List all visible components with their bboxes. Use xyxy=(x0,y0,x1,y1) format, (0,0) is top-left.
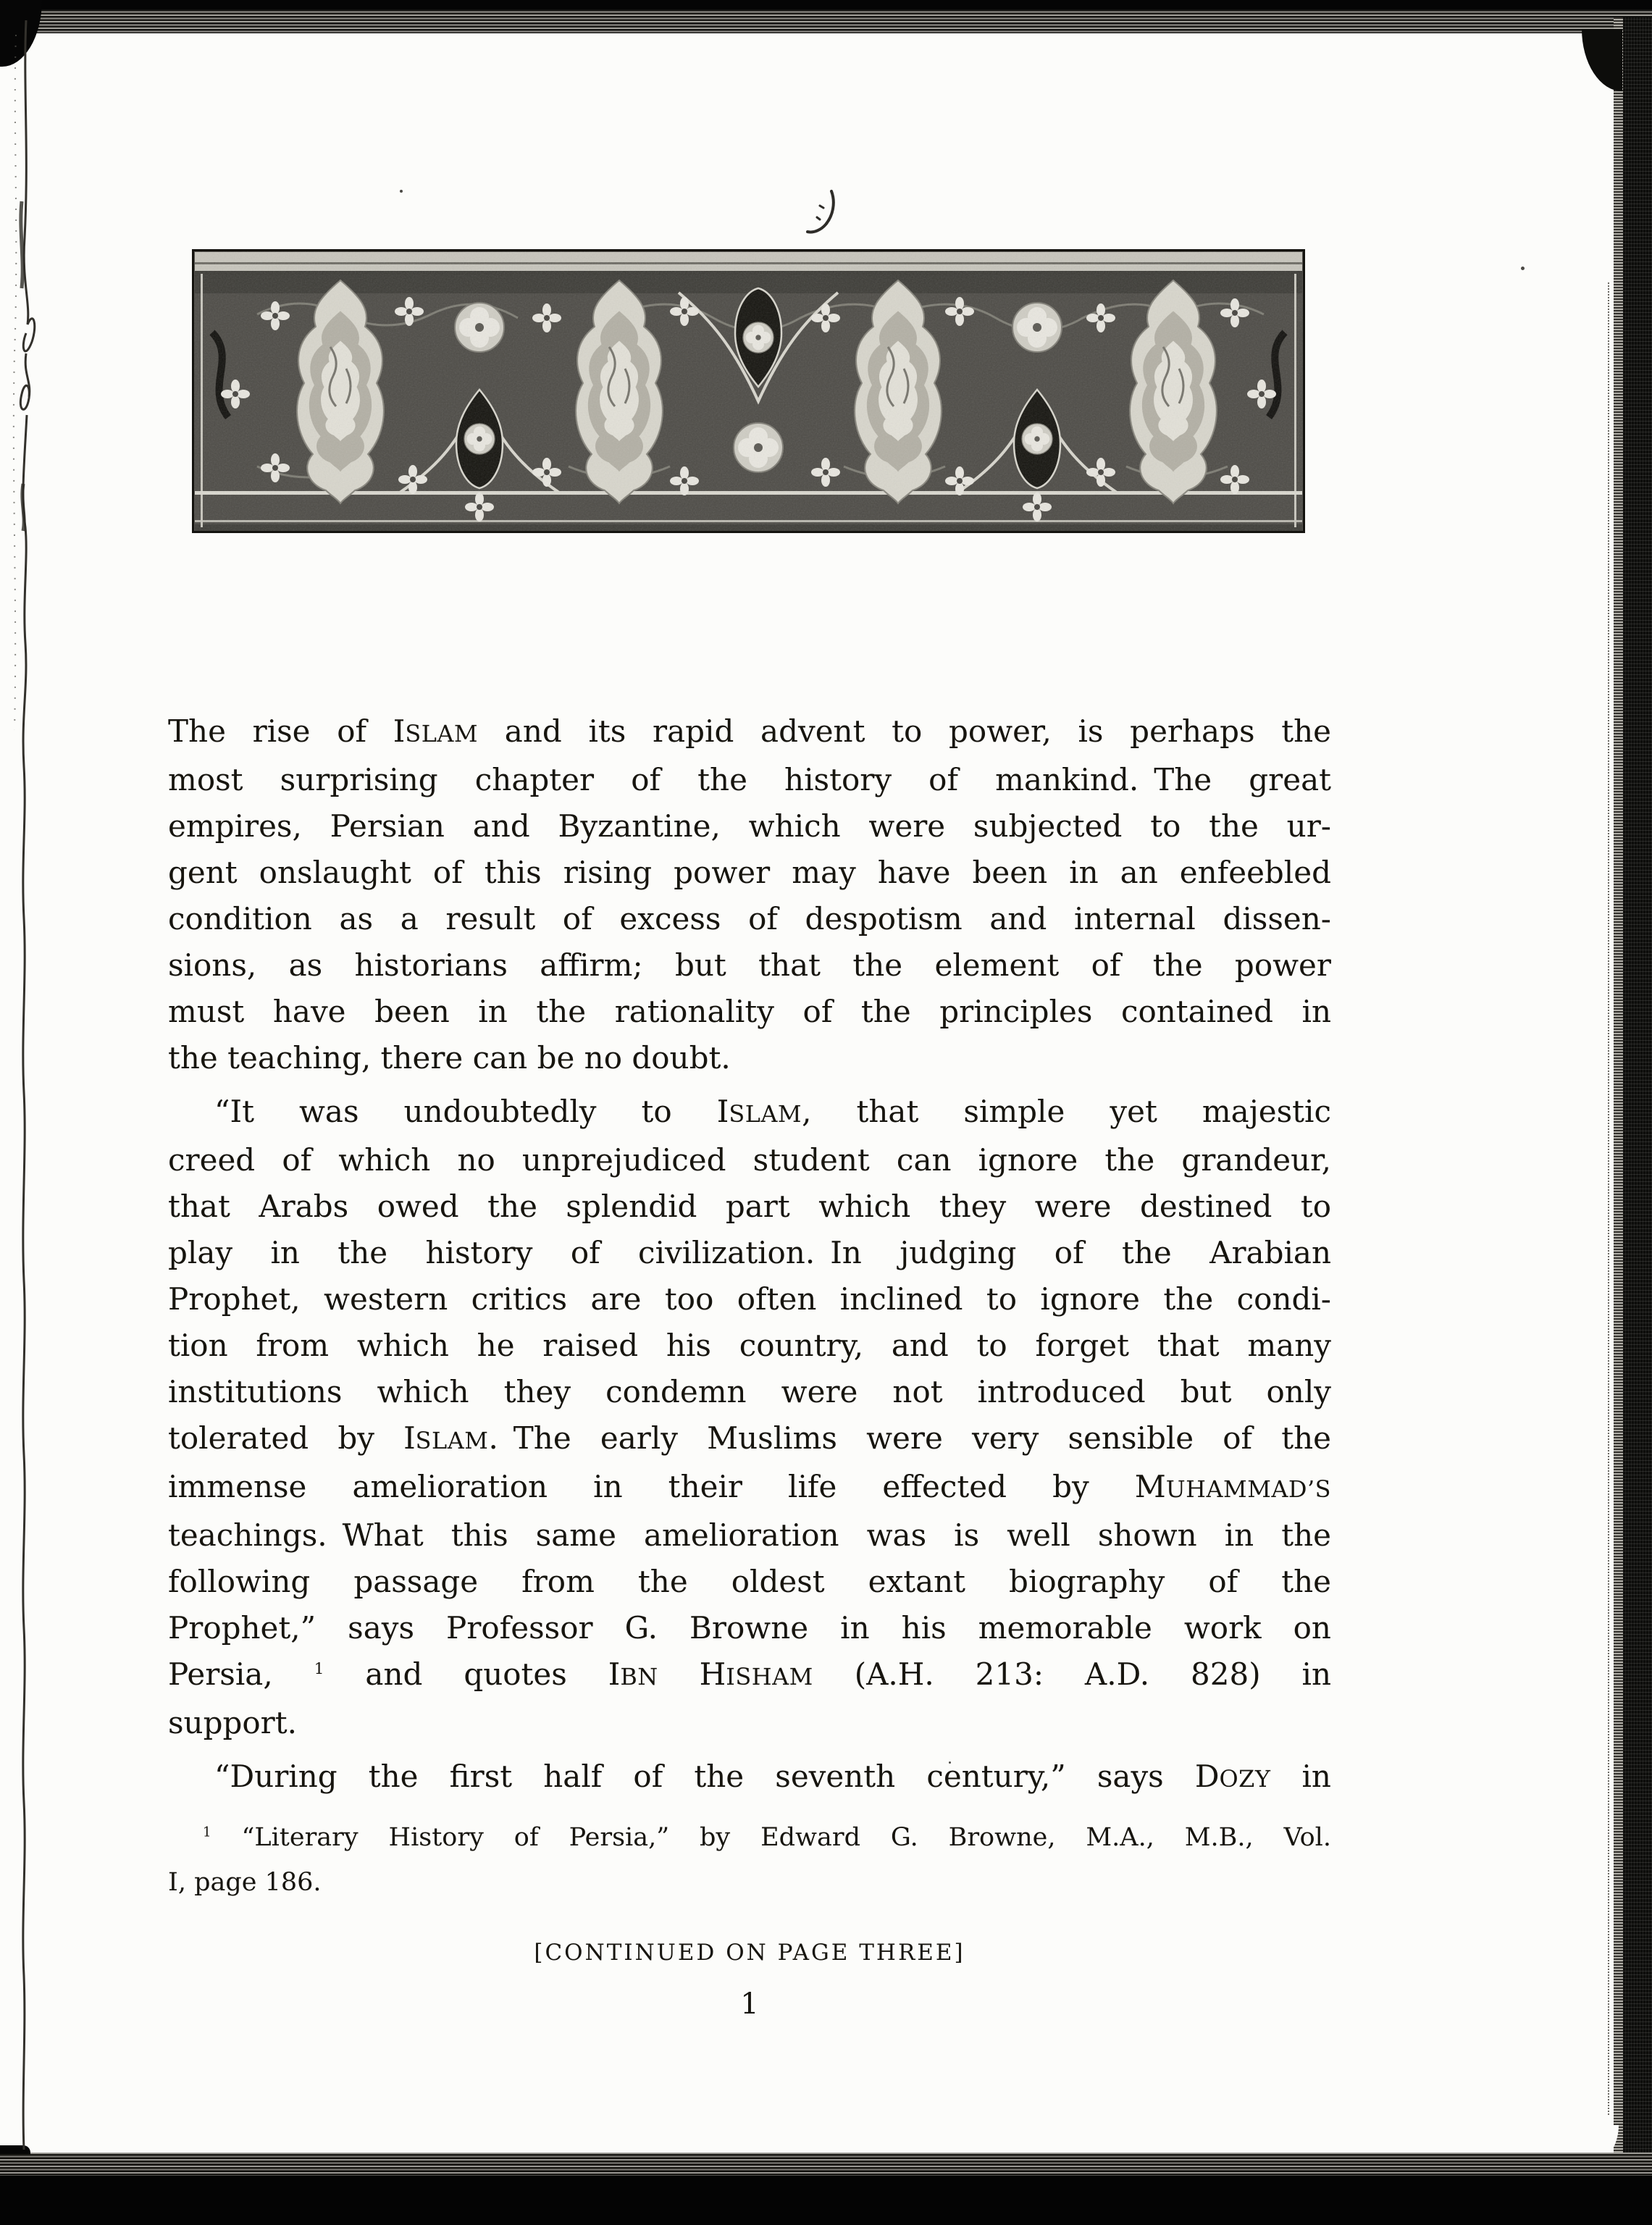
scan-bottom-edge xyxy=(0,2153,1652,2225)
text-line: institutions which they condemn were not introduced but only xyxy=(168,1374,1331,1409)
scan-top-edge xyxy=(0,0,1652,33)
text-line: condition as a result of excess of despotism and internal dissen- xyxy=(168,901,1331,936)
text-line: tolerated by ISLAM. The early Muslims were very sensible of the xyxy=(168,1420,1331,1456)
scan-right-dotted-line xyxy=(1608,282,1609,2115)
headpiece-image xyxy=(192,249,1305,533)
text-line: immense amelioration in their life effected by MUHAMMAD’S xyxy=(168,1469,1331,1504)
text-line: following passage from the oldest extant biography of the xyxy=(168,1564,1331,1599)
text-line: teachings. What this same amelioration was is well shown in the xyxy=(168,1517,1331,1553)
text-line: I, page 186. xyxy=(168,1868,322,1897)
scan-speck xyxy=(400,190,403,193)
paragraph xyxy=(168,1089,1331,1746)
text-line: “It was undoubtedly to ISLAM, that simple yet majestic xyxy=(214,1094,1331,1129)
text-line: Persia, $^1$ and quotes IBN HISHAM (A.H. 213: A.D. 828) in xyxy=(168,1656,1331,1692)
text-line: creed of which no unprejudiced student can ignore the grandeur, xyxy=(168,1142,1331,1178)
text-line: “During the first half of the seventh century,” says DOZY in xyxy=(214,1759,1331,1794)
text-line: most surprising chapter of the history of mankind. The great xyxy=(168,762,1331,797)
text-line: Prophet,” says Professor G. Browne in his memorable work on xyxy=(168,1610,1331,1646)
text-line: gent onslaught of this rising power may have been in an enfeebled xyxy=(168,855,1331,890)
text-line: empires, Persian and Byzantine, which were subjected to the ur- xyxy=(168,808,1331,844)
paragraph xyxy=(168,1815,1331,1905)
continued-notice: [CONTINUED ON PAGE THREE] xyxy=(534,1940,965,1966)
paragraph xyxy=(168,1753,1331,1802)
text-line: must have been in the rationality of the principles contained in xyxy=(168,994,1331,1029)
text-line: that Arabs owed the splendid part which they were destined to xyxy=(168,1189,1331,1224)
text-line: tion from which he raised his country, and to forget that many xyxy=(168,1328,1331,1363)
scan-right-edge xyxy=(1614,17,1652,2182)
footnote xyxy=(168,1815,1331,1905)
text-line: sions, as historians affirm; but that the element of the power xyxy=(168,947,1331,983)
pen-mark xyxy=(801,187,844,236)
text-line: Prophet, western critics are too often inclined to ignore the condi- xyxy=(168,1281,1331,1317)
scan-speck xyxy=(1521,267,1525,270)
body-text xyxy=(168,708,1331,1802)
scan-corner-top-right xyxy=(1582,29,1622,91)
text-line: play in the history of civilization. In judging of the Arabian xyxy=(168,1235,1331,1270)
text-line: the teaching, there can be no doubt. xyxy=(168,1040,731,1076)
text-line: support. xyxy=(168,1705,297,1740)
paragraph xyxy=(168,708,1331,1081)
text-line: $^1$ “Literary History of Persia,” by Edward G. Browne, M.A., M.B., Vol. xyxy=(203,1823,1331,1852)
page-number: 1 xyxy=(740,1987,759,2021)
text-line: The rise of ISLAM and its rapid advent to power, is perhaps the xyxy=(168,713,1332,749)
scan-left-page-edge xyxy=(0,20,51,2157)
